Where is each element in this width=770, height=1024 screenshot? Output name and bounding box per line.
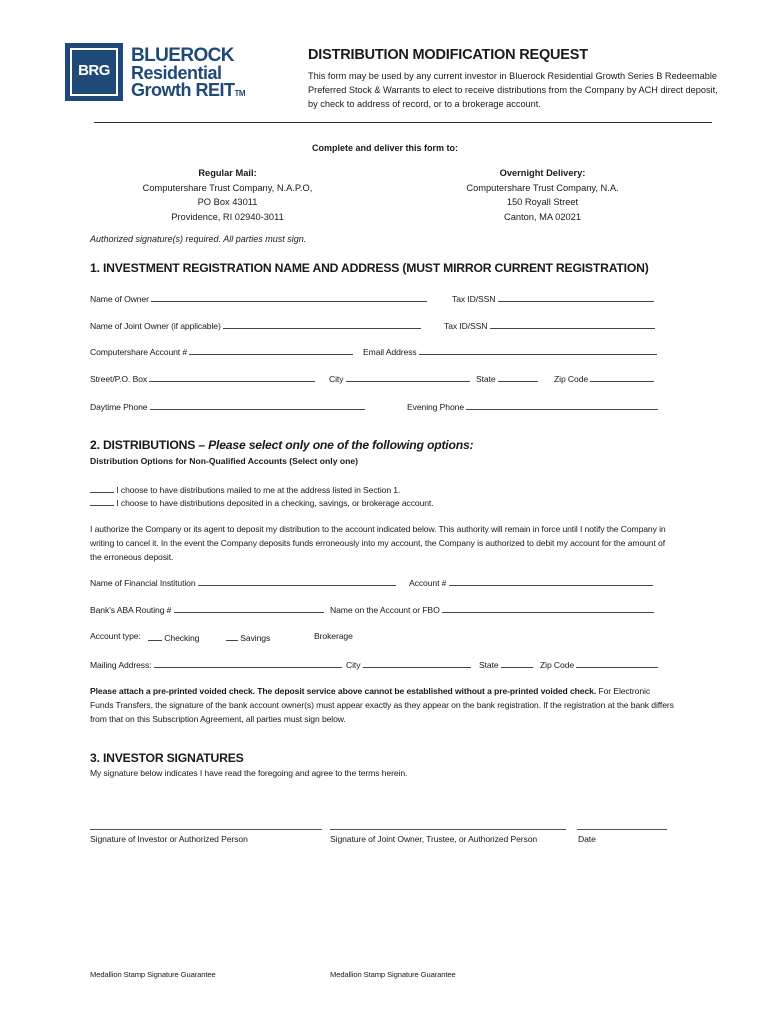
daytime-phone-field[interactable] — [90, 400, 365, 412]
mailing-zip-label: Zip Code — [540, 660, 575, 670]
regular-mail-label: Regular Mail: — [198, 168, 257, 178]
mailing-zip-field[interactable] — [540, 658, 658, 670]
name-on-account-field[interactable] — [330, 603, 654, 615]
option-deposit-checkbox[interactable] — [90, 496, 114, 506]
zip-field[interactable] — [554, 372, 654, 384]
evening-phone-input[interactable] — [466, 400, 658, 410]
company-logo — [65, 43, 265, 105]
account-number-field[interactable] — [409, 576, 653, 588]
street-label: Street/P.O. Box — [90, 374, 148, 384]
account-type-savings[interactable] — [226, 631, 270, 643]
mailing-address-field[interactable] — [90, 658, 342, 670]
regular-mail-line-3: Providence, RI 02940-3011 — [171, 211, 284, 222]
section-2-title-emphasis: Please select only one of the following options: — [208, 438, 474, 452]
option-mail-checks[interactable] — [90, 483, 400, 495]
overnight-line-2: 150 Royall Street — [506, 197, 579, 207]
overnight-label: Overnight Delivery: — [499, 168, 586, 178]
account-type-brokerage[interactable] — [314, 631, 353, 641]
section-2-subtitle: Distribution Options for Non-Qualified Accounts (Select only one) — [90, 456, 359, 466]
savings-label: Savings — [240, 633, 271, 643]
city-field[interactable] — [329, 372, 470, 384]
joint-owner-field[interactable] — [90, 319, 421, 331]
zip-label: Zip Code — [554, 374, 589, 384]
mailing-city-label: City — [346, 660, 361, 670]
logo-line-3 — [131, 80, 245, 101]
signature-statement: My signature below indicates I have read the foregoing and agree to the terms herein. — [90, 768, 408, 778]
joint-owner-input[interactable] — [223, 319, 421, 329]
voided-check-note — [90, 684, 675, 726]
savings-checkbox[interactable] — [226, 631, 238, 641]
mailing-zip-input[interactable] — [576, 658, 658, 668]
street-input[interactable] — [149, 372, 315, 382]
voided-check-note-bold: Please attach a pre-printed voided check. The deposit service above cannot be established without a pre-printed voided check. — [90, 686, 597, 696]
authorization-note: Authorized signature(s) required. All parties must sign. — [90, 234, 307, 244]
mailing-state-input[interactable] — [501, 658, 533, 668]
state-input[interactable] — [498, 372, 538, 382]
aba-routing-label: Bank's ABA Routing # — [90, 605, 172, 615]
name-on-account-label: Name on the Account or FBO — [330, 605, 440, 615]
medallion-stamp-label-1: Medallion Stamp Signature Guarantee — [90, 970, 216, 979]
mailing-address-input[interactable] — [154, 658, 342, 668]
brokerage-label: Brokerage — [314, 631, 353, 641]
owner-tax-id-field[interactable] — [452, 292, 654, 304]
logo-badge — [65, 43, 123, 101]
mailing-state-field[interactable] — [479, 658, 533, 670]
computershare-account-input[interactable] — [189, 345, 353, 355]
option-mail-label: I choose to have distributions mailed to me at the address listed in Section 1. — [116, 485, 401, 495]
mailing-city-input[interactable] — [363, 658, 471, 668]
account-number-label: Account # — [409, 578, 447, 588]
owner-name-field[interactable] — [90, 292, 427, 304]
option-deposit-label: I choose to have distributions deposited in a checking, savings, or brokerage account. — [116, 498, 434, 508]
daytime-phone-label: Daytime Phone — [90, 402, 148, 412]
account-type-checking[interactable] — [148, 631, 199, 643]
aba-routing-input[interactable] — [174, 603, 324, 613]
checking-checkbox[interactable] — [148, 631, 162, 641]
header-divider — [94, 122, 712, 123]
logo-line-3-text: Growth REIT — [131, 80, 235, 100]
email-input[interactable] — [419, 345, 657, 355]
mailing-city-field[interactable] — [346, 658, 471, 670]
mailing-address-label: Mailing Address: — [90, 660, 152, 670]
city-input[interactable] — [346, 372, 470, 382]
trademark-mark: TM — [234, 89, 246, 98]
owner-tax-id-label: Tax ID/SSN — [452, 294, 496, 304]
logo-mark: BRG — [78, 62, 110, 79]
date-line[interactable] — [577, 829, 667, 830]
logo-line-2: Residential — [131, 63, 222, 83]
joint-tax-id-field[interactable] — [444, 319, 655, 331]
state-field[interactable] — [476, 372, 538, 384]
zip-input[interactable] — [590, 372, 654, 382]
joint-tax-id-input[interactable] — [490, 319, 655, 329]
financial-institution-input[interactable] — [198, 576, 396, 586]
financial-institution-label: Name of Financial Institution — [90, 578, 196, 588]
page-title: DISTRIBUTION MODIFICATION REQUEST — [308, 47, 588, 63]
form-intro: This form may be used by any current investor in Bluerock Residential Growth Series B Redeemable Preferred Stock & Warrants to elect to receive distributions from the Company by ACH direct deposit, by check to address of record, or to a brokerage account. — [308, 71, 718, 109]
street-field[interactable] — [90, 372, 315, 384]
aba-routing-field[interactable] — [90, 603, 324, 615]
account-type-label: Account type: — [90, 631, 141, 641]
checking-label: Checking — [164, 633, 200, 643]
owner-tax-id-input[interactable] — [498, 292, 654, 302]
evening-phone-field[interactable] — [407, 400, 658, 412]
computershare-account-label: Computershare Account # — [90, 347, 188, 357]
name-on-account-input[interactable] — [442, 603, 654, 613]
owner-name-input[interactable] — [151, 292, 427, 302]
section-3-title: 3. INVESTOR SIGNATURES — [90, 751, 244, 765]
regular-mail-line-2: PO Box 43011 — [197, 197, 258, 207]
authorization-paragraph: I authorize the Company or its agent to deposit my distribution to the account indicated below. This authority will remain in force until I notify the Company in writing to cancel it. In the event the Company deposits funds erroneously into my account, the Company is authorized to debit my account for the amount of the erroneous deposit. — [90, 524, 666, 562]
city-label: City — [329, 374, 344, 384]
daytime-phone-input[interactable] — [150, 400, 365, 410]
section-2-title — [90, 438, 473, 452]
mailing-state-label: State — [479, 660, 499, 670]
deliver-heading: Complete and deliver this form to: — [311, 143, 459, 153]
overnight-line-1: Computershare Trust Company, N.A. — [466, 182, 619, 193]
medallion-stamp-label-2: Medallion Stamp Signature Guarantee — [330, 970, 456, 979]
owner-name-label: Name of Owner — [90, 294, 149, 304]
overnight-line-3: Canton, MA 02021 — [503, 211, 581, 222]
logo-line-1: BLUEROCK — [131, 45, 234, 66]
computershare-account-field[interactable] — [90, 345, 353, 357]
evening-phone-label: Evening Phone — [407, 402, 464, 412]
overnight-delivery-address — [445, 166, 640, 224]
investor-signature-label: Signature of Investor or Authorized Person — [90, 834, 248, 844]
date-label: Date — [578, 834, 596, 844]
option-mail-checkbox[interactable] — [90, 483, 114, 493]
joint-owner-label: Name of Joint Owner (if applicable) — [90, 321, 221, 331]
joint-owner-signature-label: Signature of Joint Owner, Trustee, or Authorized Person — [330, 834, 538, 844]
joint-tax-id-label: Tax ID/SSN — [444, 321, 488, 331]
email-label: Email Address — [363, 347, 417, 357]
option-direct-deposit[interactable] — [90, 496, 434, 508]
regular-mail-address — [130, 166, 325, 224]
state-label: State — [476, 374, 496, 384]
regular-mail-line-1: Computershare Trust Company, N.A.P.O, — [142, 182, 313, 193]
section-1-title: 1. INVESTMENT REGISTRATION NAME AND ADDRESS (MUST MIRROR CURRENT REGISTRATION) — [90, 261, 649, 275]
email-field[interactable] — [363, 345, 657, 357]
investor-signature-line[interactable] — [90, 829, 322, 830]
joint-owner-signature-line[interactable] — [330, 829, 566, 830]
section-2-title-main: 2. DISTRIBUTIONS – — [90, 438, 209, 452]
financial-institution-field[interactable] — [90, 576, 396, 588]
voided-check-note-rest: For Electronic Funds Transfers, the signature of the bank account owner(s) must appear exactly as they appear on the bank registration. If the registration at the bank differs from that on this Subscription Agreement, all parties must sign below. — [90, 686, 674, 724]
account-number-input[interactable] — [449, 576, 653, 586]
